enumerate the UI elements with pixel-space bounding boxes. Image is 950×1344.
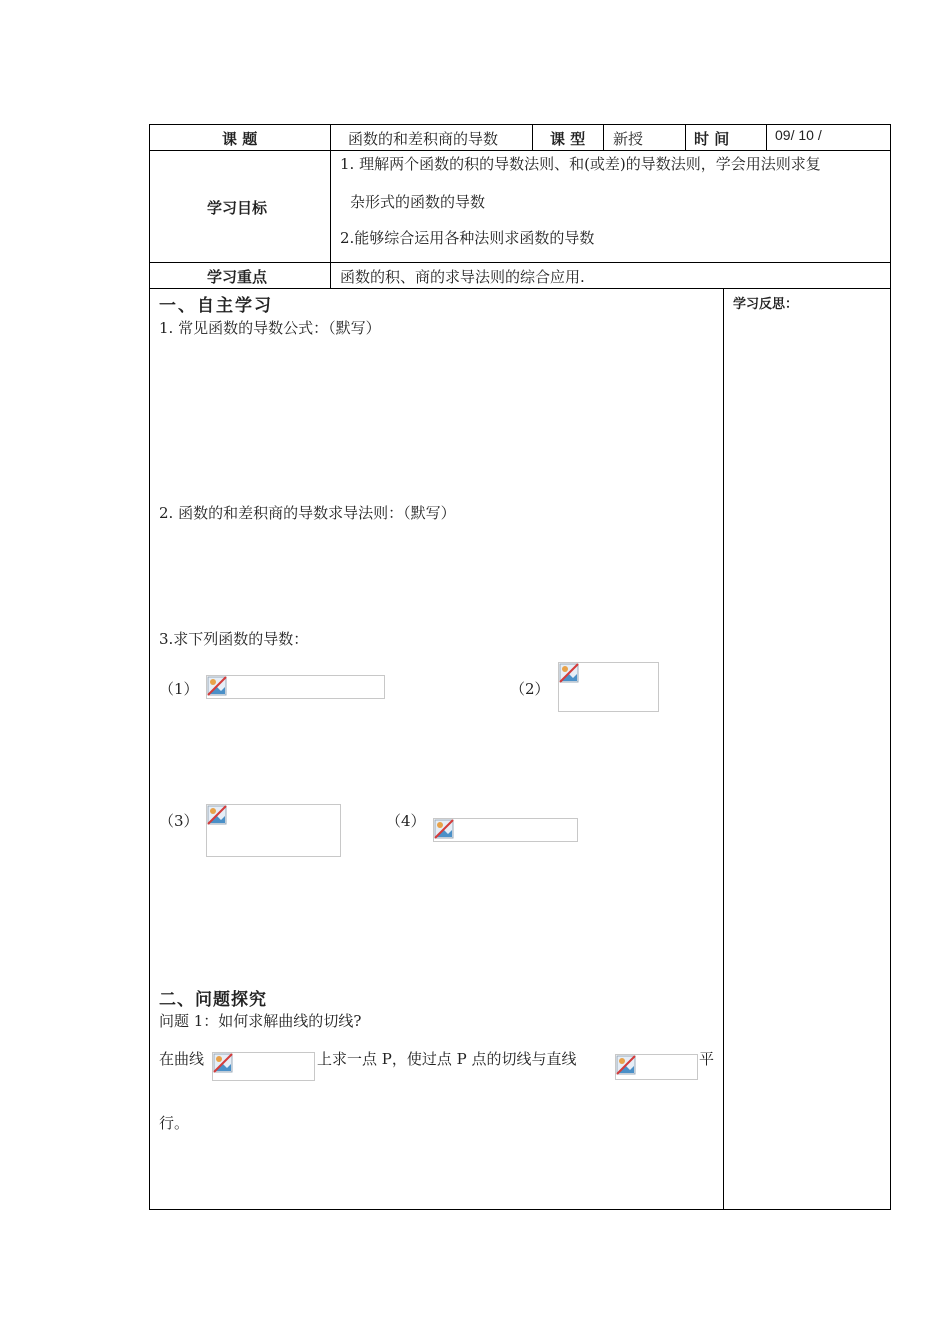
section1-question-1: 1. 常见函数的导数公式：（默写） xyxy=(159,319,381,337)
goal-line-2: 杂形式的函数的导数 xyxy=(350,193,486,211)
exercise-2-label: （2） xyxy=(510,680,550,698)
broken-image-icon xyxy=(207,676,227,696)
section1-question-2: 2. 函数的和差积商的导数求导法则：（默写） xyxy=(159,504,456,522)
goals-label: 学习目标 xyxy=(207,199,268,217)
time-label: 时 间 xyxy=(694,130,730,148)
problem-1-title: 问题 1：如何求解曲线的切线? xyxy=(159,1012,362,1030)
problem-1-text-a: 在曲线 xyxy=(159,1050,205,1068)
section1-question-3: 3.求下列函数的导数： xyxy=(159,630,309,648)
broken-image-icon xyxy=(213,1053,233,1073)
time-value: 09/ 10 / xyxy=(775,127,822,143)
exercise-1-label: （1） xyxy=(159,680,199,698)
key-points-value: 函数的积、商的求导法则的综合应用. xyxy=(340,268,585,286)
problem-1-text-d: 行。 xyxy=(159,1114,190,1132)
section1-title: 一、自主学习 xyxy=(159,296,273,316)
exercise-1-formula-image xyxy=(206,675,385,699)
type-label: 课 型 xyxy=(550,130,586,148)
section2-title: 二、问题探究 xyxy=(159,990,267,1010)
exercise-4-formula-image xyxy=(433,818,578,842)
goal-line-1: 1. 理解两个函数的积的导数法则、和(或差)的导数法则，学会用法则求复 xyxy=(340,155,821,173)
problem-1-text-c: 平 xyxy=(699,1050,715,1068)
exercise-3-formula-image xyxy=(206,804,341,857)
curve-formula-image xyxy=(212,1052,315,1081)
broken-image-icon xyxy=(207,805,227,825)
topic-value: 函数的和差积商的导数 xyxy=(348,130,499,148)
reflection-label: 学习反思： xyxy=(733,297,799,312)
exercise-4-label: （4） xyxy=(386,812,426,830)
topic-label: 课 题 xyxy=(222,130,258,148)
exercise-3-label: （3） xyxy=(159,812,199,830)
line-formula-image xyxy=(615,1054,698,1080)
type-value: 新授 xyxy=(613,130,644,148)
broken-image-icon xyxy=(434,819,454,839)
broken-image-icon xyxy=(616,1055,636,1075)
goal-line-3: 2.能够综合运用各种法则求函数的导数 xyxy=(340,229,595,247)
broken-image-icon xyxy=(559,663,579,683)
exercise-2-formula-image xyxy=(558,662,659,712)
key-points-label: 学习重点 xyxy=(207,268,268,286)
problem-1-text-b: 上求一点 P，使过点 P 点的切线与直线 xyxy=(317,1050,577,1068)
